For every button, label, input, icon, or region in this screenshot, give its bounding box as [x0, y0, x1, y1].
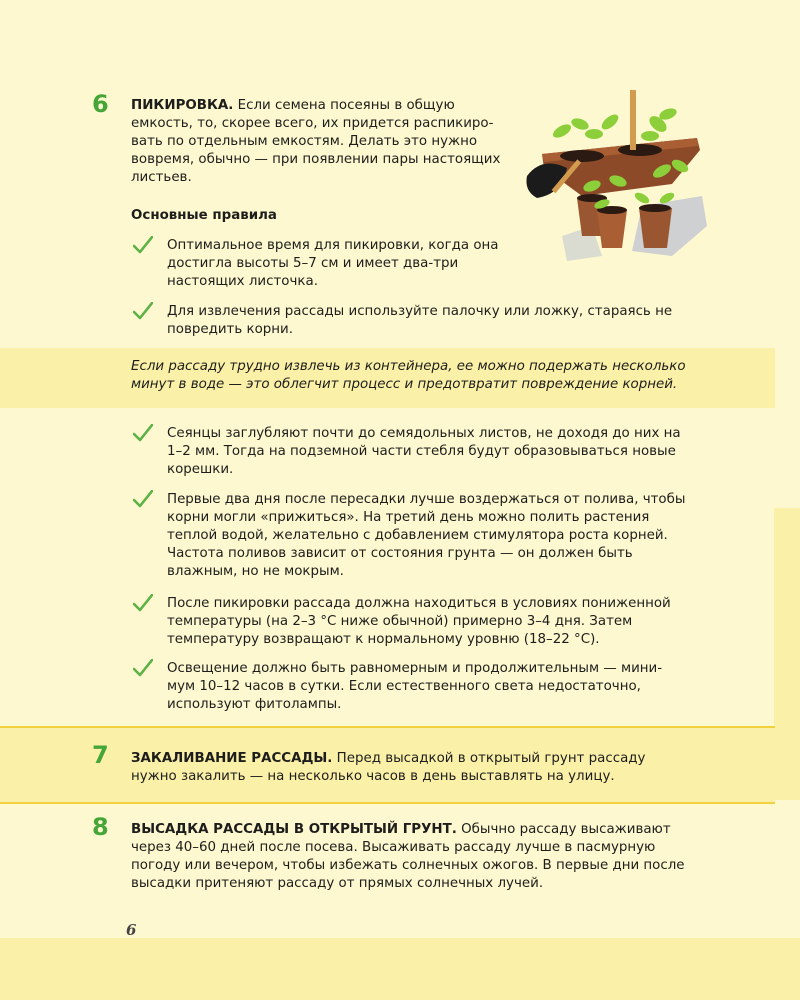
section7-title: ЗАКАЛИВАНИЕ РАССАДЫ.	[131, 751, 333, 766]
check-icon	[133, 424, 153, 442]
bottom-band	[0, 938, 800, 1000]
divider-bottom	[0, 802, 775, 804]
section8-number: 8	[92, 813, 109, 841]
rules-heading: Основные правила	[131, 208, 277, 223]
section7-number: 7	[92, 741, 109, 769]
rule-item: Для извлечения рассады используйте палочку или ложку, стараясь не повредить корни.	[167, 304, 673, 337]
check-icon	[133, 302, 153, 320]
check-icon	[133, 659, 153, 677]
tip-note: Если рассаду трудно извлечь из контейнера, ее можно подержать несколько минут в воде — это облегчит процесс и предотвратит повреждение корней.	[131, 359, 686, 392]
rule-item: Сеянцы заглубляют почти до семядольных листов, не доходя до них на 1–2 мм. Тогда на подземной части стебля будут образовываться новые корешки.	[167, 426, 681, 477]
rule-item: После пикировки рассада должна находиться в условиях пониженной температуры (на 2–3 °С ниже обычной) примерно 3–4 дня. Затем температуру возвращают к нормальному уровню (18–22 °С).	[167, 596, 671, 647]
section8-title: ВЫСАДКА РАССАДЫ В ОТКРЫТЫЙ ГРУНТ.	[131, 822, 457, 837]
side-tab	[774, 508, 800, 800]
section6-title: ПИКИРОВКА.	[131, 98, 234, 113]
divider-top	[0, 726, 775, 728]
page-number: 6	[126, 921, 137, 939]
check-icon	[133, 490, 153, 508]
rule-item: Освещение должно быть равномерным и продолжительным — мини- мум 10–12 часов в сутки. Если естественного света недостаточно, используют фитолампы.	[167, 661, 663, 712]
seedlings-pots-illustration	[522, 86, 712, 264]
section8-text: ВЫСАДКА РАССАДЫ В ОТКРЫТЫЙ ГРУНТ. Обычно рассаду высаживают через 40–60 дней после посева. Высаживать рассаду лучше в пасмурную погоду или вечером, чтобы избежать солнечных ожогов. В первые дни после высадки притеняют рассаду от прямых солнечных лучей.	[131, 822, 685, 891]
check-icon	[133, 236, 153, 254]
section6-intro: ПИКИРОВКА. Если семена посеяны в общую емкость, то, скорее всего, их придется распикиро- вать по отдельным емкостям. Делать это нужно вовремя, обычно — при появлении пары настоящих листьев.	[131, 98, 501, 185]
rule-item: Оптимальное время для пикировки, когда она достигла высоты 5–7 см и имеет два-три настоящих листочка.	[167, 238, 499, 289]
section7-text: ЗАКАЛИВАНИЕ РАССАДЫ. Перед высадкой в открытый грунт рассаду нужно закалить — на несколько часов в день выставлять на улицу.	[131, 751, 646, 784]
rule-item: Первые два дня после пересадки лучше воздержаться от полива, чтобы корни могли «прижиться». На третий день можно полить растения теплой водой, желательно с добавлением стимулятора роста корней. Частота поливов зависит от состояния грунта — он должен быть влажным, но не мокрым.	[167, 492, 686, 579]
check-icon	[133, 594, 153, 612]
section6-number: 6	[92, 90, 109, 118]
